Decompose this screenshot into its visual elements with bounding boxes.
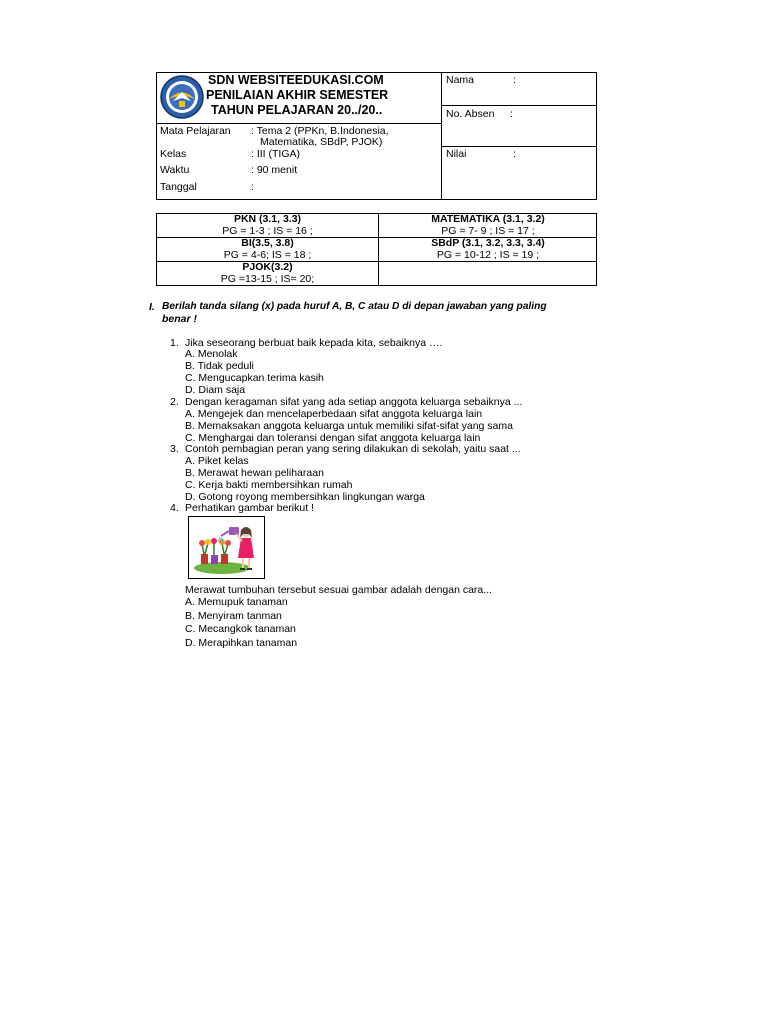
waktu-value: : 90 menit: [251, 164, 298, 176]
question-2-text: Dengan keragaman sifat yang ada setiap anggota keluarga sebaiknya ...: [185, 396, 523, 408]
question-3-option-d: D. Gotong royong membersihkan lingkungan warga: [185, 491, 425, 503]
question-1-option-b: B. Tidak peduli: [185, 360, 254, 372]
question-2-option-b: B. Memaksakan anggota keluarga untuk memiliki sifat-sifat yang sama: [185, 420, 513, 432]
question-2-option-a: A. Mengejek dan mencelaperbedaan sifat anggota keluarga lain: [185, 408, 483, 420]
subject-pkn-title: PKN (3.1, 3.3): [233, 213, 302, 225]
subject-mtk-detail: PG = 7- 9 ; IS = 17 ;: [441, 225, 535, 237]
subject-pjok-title: PJOK(3.2): [242, 261, 293, 273]
question-2-number: 2.: [170, 396, 179, 408]
nilai-label: Nilai: [446, 148, 467, 160]
subject-sbdp-detail: PG = 10-12 ; IS = 19 ;: [436, 249, 540, 261]
subject-pjok-detail: PG =13-15 ; IS= 20;: [220, 273, 315, 285]
header-vdivider: [441, 72, 442, 200]
subject-bi-detail: PG = 4-6; IS = 18 ;: [223, 249, 312, 261]
question-4-question: Merawat tumbuhan tersebut sesuai gambar adalah dengan cara...: [185, 584, 493, 596]
mapel-label: Mata Pelajaran: [160, 125, 231, 137]
subject-mtk-title: MATEMATIKA (3.1, 3.2): [431, 213, 545, 225]
kelas-label: Kelas: [160, 148, 187, 160]
absen-divider: [441, 146, 597, 147]
question-3-option-b: B. Merawat hewan peliharaan: [185, 467, 324, 479]
watering-plants-image: [188, 516, 265, 579]
waktu-label: Waktu: [160, 164, 190, 176]
question-4-option-a: A. Memupuk tanaman: [185, 596, 288, 608]
kelas-value: : III (TIGA): [251, 148, 300, 160]
tanggal-value: :: [251, 181, 254, 193]
header-divider: [156, 123, 441, 124]
school-year: TAHUN PELAJARAN 20../20..: [211, 103, 383, 117]
no-absen-label: No. Absen: [446, 108, 495, 120]
question-1-option-c: C. Mengucapkan terima kasih: [185, 372, 324, 384]
tanggal-label: Tanggal: [160, 181, 197, 193]
instruction-line-1: Berilah tanda silang (x) pada huruf A, B, C atau D di depan jawaban yang paling: [162, 301, 547, 312]
instruction-number: I.: [149, 301, 155, 313]
exam-title: PENILAIAN AKHIR SEMESTER: [206, 88, 389, 102]
question-4-text: Perhatikan gambar berikut !: [185, 502, 314, 514]
question-1-option-a: A. Menolak: [185, 348, 238, 360]
question-4-option-c: C. Mecangkok tanaman: [185, 623, 296, 635]
question-1-text: Jika seseorang berbuat baik kepada kita, sebaiknya ….: [185, 337, 443, 349]
subject-bi-title: BI(3.5, 3.8): [241, 237, 294, 249]
school-logo-icon: [159, 74, 205, 120]
question-3-option-a: A. Piket kelas: [185, 455, 249, 467]
question-3-option-c: C. Kerja bakti membersihkan rumah: [185, 479, 353, 491]
subject-sbdp-title: SBdP (3.1, 3.2, 3.3, 3.4): [431, 237, 545, 249]
question-4-number: 4.: [170, 502, 179, 514]
instruction-line-2: benar !: [162, 313, 198, 325]
nama-divider: [441, 105, 597, 106]
question-2-option-c: C. Menghargai dan toleransi dengan sifat anggota keluarga lain: [185, 432, 481, 444]
question-4-option-d: D. Merapihkan tanaman: [185, 637, 298, 649]
nama-colon: :: [513, 74, 516, 86]
question-1-number: 1.: [170, 337, 179, 349]
subject-pkn-detail: PG = 1-3 ; IS = 16 ;: [222, 225, 313, 237]
question-1-option-d: D. Diam saja: [185, 384, 246, 396]
mapel-value-2: Matematika, SBdP, PJOK): [260, 136, 383, 148]
nama-label: Nama: [446, 74, 475, 86]
school-name: SDN WEBSITEEDUKASI.COM: [208, 73, 384, 87]
no-absen-colon: :: [510, 108, 513, 120]
mapel-value-1: : Tema 2 (PPKn, B.Indonesia,: [251, 125, 389, 137]
question-4-option-b: B. Menyiram tanman: [185, 610, 282, 622]
question-3-number: 3.: [170, 443, 179, 455]
question-3-text: Contoh pembagian peran yang sering dilakukan di sekolah, yaitu saat ...: [185, 443, 521, 455]
nilai-colon: :: [513, 148, 516, 160]
